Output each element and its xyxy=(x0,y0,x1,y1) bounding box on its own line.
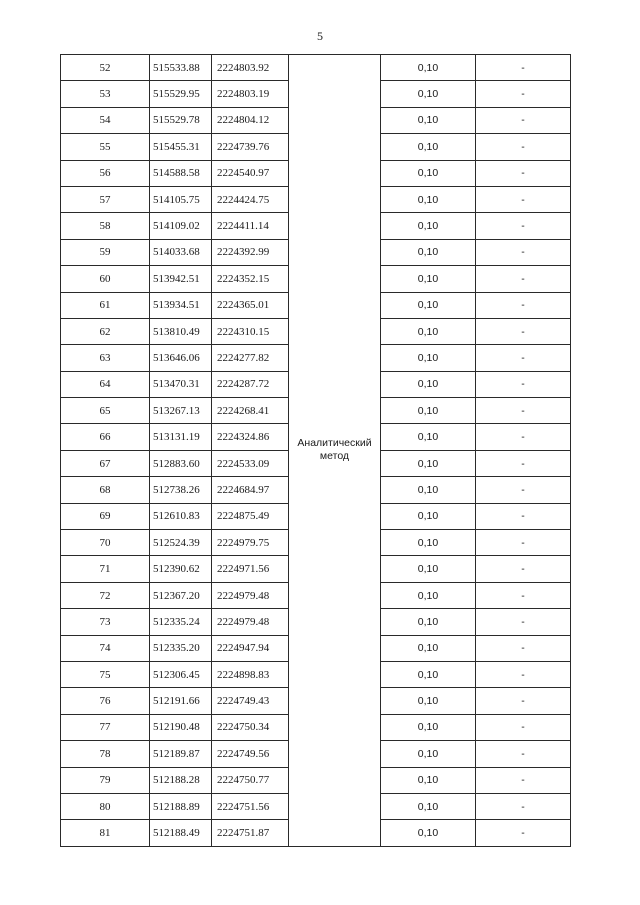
point-number-cell: 53 xyxy=(61,81,150,107)
y-coordinate-cell: 2224739.76 xyxy=(212,134,289,160)
x-coordinate-cell: 515533.88 xyxy=(150,55,212,81)
point-number-cell: 71 xyxy=(61,556,150,582)
y-coordinate-cell: 2224749.56 xyxy=(212,741,289,767)
y-coordinate-cell: 2224268.41 xyxy=(212,398,289,424)
x-coordinate-cell: 512189.87 xyxy=(150,741,212,767)
point-number-cell: 81 xyxy=(61,820,150,846)
x-coordinate-cell: 512883.60 xyxy=(150,450,212,476)
note-cell: - xyxy=(476,741,571,767)
x-coordinate-cell: 512610.83 xyxy=(150,503,212,529)
x-coordinate-cell: 513131.19 xyxy=(150,424,212,450)
accuracy-cell: 0,10 xyxy=(381,266,476,292)
accuracy-cell: 0,10 xyxy=(381,424,476,450)
accuracy-cell: 0,10 xyxy=(381,530,476,556)
y-coordinate-cell: 2224365.01 xyxy=(212,292,289,318)
note-cell: - xyxy=(476,107,571,133)
note-cell: - xyxy=(476,213,571,239)
note-cell: - xyxy=(476,793,571,819)
point-number-cell: 68 xyxy=(61,477,150,503)
note-cell: - xyxy=(476,661,571,687)
note-cell: - xyxy=(476,134,571,160)
accuracy-cell: 0,10 xyxy=(381,160,476,186)
accuracy-cell: 0,10 xyxy=(381,81,476,107)
point-number-cell: 54 xyxy=(61,107,150,133)
y-coordinate-cell: 2224352.15 xyxy=(212,266,289,292)
point-number-cell: 60 xyxy=(61,266,150,292)
note-cell: - xyxy=(476,688,571,714)
note-cell: - xyxy=(476,266,571,292)
x-coordinate-cell: 514105.75 xyxy=(150,186,212,212)
y-coordinate-cell: 2224310.15 xyxy=(212,318,289,344)
table-row xyxy=(61,55,571,81)
point-number-cell: 56 xyxy=(61,160,150,186)
x-coordinate-cell: 512188.49 xyxy=(150,820,212,846)
y-coordinate-cell: 2224411.14 xyxy=(212,213,289,239)
point-number-cell: 78 xyxy=(61,741,150,767)
point-number-cell: 58 xyxy=(61,213,150,239)
page-number: 5 xyxy=(317,29,323,43)
coordinates-table-body xyxy=(61,55,571,847)
y-coordinate-cell: 2224804.12 xyxy=(212,107,289,133)
y-coordinate-cell: 2224287.72 xyxy=(212,371,289,397)
x-coordinate-cell: 513942.51 xyxy=(150,266,212,292)
point-number-cell: 75 xyxy=(61,661,150,687)
accuracy-cell: 0,10 xyxy=(381,318,476,344)
accuracy-cell: 0,10 xyxy=(381,107,476,133)
accuracy-cell: 0,10 xyxy=(381,767,476,793)
y-coordinate-cell: 2224947.94 xyxy=(212,635,289,661)
accuracy-cell: 0,10 xyxy=(381,292,476,318)
point-number-cell: 76 xyxy=(61,688,150,714)
note-cell: - xyxy=(476,503,571,529)
x-coordinate-cell: 512191.66 xyxy=(150,688,212,714)
point-number-cell: 62 xyxy=(61,318,150,344)
y-coordinate-cell: 2224392.99 xyxy=(212,239,289,265)
y-coordinate-cell: 2224751.56 xyxy=(212,793,289,819)
accuracy-cell: 0,10 xyxy=(381,186,476,212)
note-cell: - xyxy=(476,450,571,476)
accuracy-cell: 0,10 xyxy=(381,477,476,503)
point-number-cell: 77 xyxy=(61,714,150,740)
accuracy-cell: 0,10 xyxy=(381,714,476,740)
y-coordinate-cell: 2224750.34 xyxy=(212,714,289,740)
coordinates-table xyxy=(60,54,571,847)
accuracy-cell: 0,10 xyxy=(381,371,476,397)
accuracy-cell: 0,10 xyxy=(381,213,476,239)
y-coordinate-cell: 2224684.97 xyxy=(212,477,289,503)
point-number-cell: 63 xyxy=(61,345,150,371)
point-number-cell: 79 xyxy=(61,767,150,793)
point-number-cell: 66 xyxy=(61,424,150,450)
note-cell: - xyxy=(476,292,571,318)
y-coordinate-cell: 2224979.48 xyxy=(212,582,289,608)
y-coordinate-cell: 2224971.56 xyxy=(212,556,289,582)
point-number-cell: 55 xyxy=(61,134,150,160)
x-coordinate-cell: 513267.13 xyxy=(150,398,212,424)
accuracy-cell: 0,10 xyxy=(381,661,476,687)
point-number-cell: 57 xyxy=(61,186,150,212)
note-cell: - xyxy=(476,582,571,608)
point-number-cell: 69 xyxy=(61,503,150,529)
accuracy-cell: 0,10 xyxy=(381,55,476,81)
x-coordinate-cell: 512390.62 xyxy=(150,556,212,582)
note-cell: - xyxy=(476,767,571,793)
accuracy-cell: 0,10 xyxy=(381,398,476,424)
accuracy-cell: 0,10 xyxy=(381,134,476,160)
note-cell: - xyxy=(476,635,571,661)
x-coordinate-cell: 513934.51 xyxy=(150,292,212,318)
note-cell: - xyxy=(476,714,571,740)
note-cell: - xyxy=(476,55,571,81)
accuracy-cell: 0,10 xyxy=(381,609,476,635)
y-coordinate-cell: 2224277.82 xyxy=(212,345,289,371)
x-coordinate-cell: 512738.26 xyxy=(150,477,212,503)
accuracy-cell: 0,10 xyxy=(381,345,476,371)
x-coordinate-cell: 515529.95 xyxy=(150,81,212,107)
note-cell: - xyxy=(476,556,571,582)
y-coordinate-cell: 2224803.92 xyxy=(212,55,289,81)
note-cell: - xyxy=(476,371,571,397)
point-number-cell: 74 xyxy=(61,635,150,661)
note-cell: - xyxy=(476,81,571,107)
note-cell: - xyxy=(476,345,571,371)
point-number-cell: 52 xyxy=(61,55,150,81)
note-cell: - xyxy=(476,424,571,450)
point-number-cell: 59 xyxy=(61,239,150,265)
point-number-cell: 80 xyxy=(61,793,150,819)
x-coordinate-cell: 512188.89 xyxy=(150,793,212,819)
accuracy-cell: 0,10 xyxy=(381,582,476,608)
y-coordinate-cell: 2224803.19 xyxy=(212,81,289,107)
x-coordinate-cell: 514033.68 xyxy=(150,239,212,265)
x-coordinate-cell: 512190.48 xyxy=(150,714,212,740)
y-coordinate-cell: 2224751.87 xyxy=(212,820,289,846)
x-coordinate-cell: 515455.31 xyxy=(150,134,212,160)
point-number-cell: 70 xyxy=(61,530,150,556)
note-cell: - xyxy=(476,477,571,503)
point-number-cell: 72 xyxy=(61,582,150,608)
method-cell: Аналитический метод xyxy=(289,55,381,847)
y-coordinate-cell: 2224875.49 xyxy=(212,503,289,529)
x-coordinate-cell: 512306.45 xyxy=(150,661,212,687)
x-coordinate-cell: 515529.78 xyxy=(150,107,212,133)
y-coordinate-cell: 2224424.75 xyxy=(212,186,289,212)
accuracy-cell: 0,10 xyxy=(381,450,476,476)
x-coordinate-cell: 514588.58 xyxy=(150,160,212,186)
x-coordinate-cell: 512367.20 xyxy=(150,582,212,608)
note-cell: - xyxy=(476,609,571,635)
x-coordinate-cell: 514109.02 xyxy=(150,213,212,239)
accuracy-cell: 0,10 xyxy=(381,503,476,529)
note-cell: - xyxy=(476,820,571,846)
note-cell: - xyxy=(476,186,571,212)
y-coordinate-cell: 2224898.83 xyxy=(212,661,289,687)
y-coordinate-cell: 2224979.48 xyxy=(212,609,289,635)
x-coordinate-cell: 512524.39 xyxy=(150,530,212,556)
point-number-cell: 67 xyxy=(61,450,150,476)
y-coordinate-cell: 2224749.43 xyxy=(212,688,289,714)
accuracy-cell: 0,10 xyxy=(381,556,476,582)
note-cell: - xyxy=(476,530,571,556)
x-coordinate-cell: 513470.31 xyxy=(150,371,212,397)
x-coordinate-cell: 512335.20 xyxy=(150,635,212,661)
note-cell: - xyxy=(476,160,571,186)
x-coordinate-cell: 512335.24 xyxy=(150,609,212,635)
accuracy-cell: 0,10 xyxy=(381,239,476,265)
point-number-cell: 73 xyxy=(61,609,150,635)
x-coordinate-cell: 512188.28 xyxy=(150,767,212,793)
x-coordinate-cell: 513646.06 xyxy=(150,345,212,371)
y-coordinate-cell: 2224540.97 xyxy=(212,160,289,186)
point-number-cell: 64 xyxy=(61,371,150,397)
accuracy-cell: 0,10 xyxy=(381,741,476,767)
x-coordinate-cell: 513810.49 xyxy=(150,318,212,344)
note-cell: - xyxy=(476,398,571,424)
y-coordinate-cell: 2224533.09 xyxy=(212,450,289,476)
accuracy-cell: 0,10 xyxy=(381,793,476,819)
y-coordinate-cell: 2224750.77 xyxy=(212,767,289,793)
note-cell: - xyxy=(476,318,571,344)
accuracy-cell: 0,10 xyxy=(381,820,476,846)
y-coordinate-cell: 2224324.86 xyxy=(212,424,289,450)
note-cell: - xyxy=(476,239,571,265)
y-coordinate-cell: 2224979.75 xyxy=(212,530,289,556)
point-number-cell: 65 xyxy=(61,398,150,424)
accuracy-cell: 0,10 xyxy=(381,635,476,661)
point-number-cell: 61 xyxy=(61,292,150,318)
accuracy-cell: 0,10 xyxy=(381,688,476,714)
